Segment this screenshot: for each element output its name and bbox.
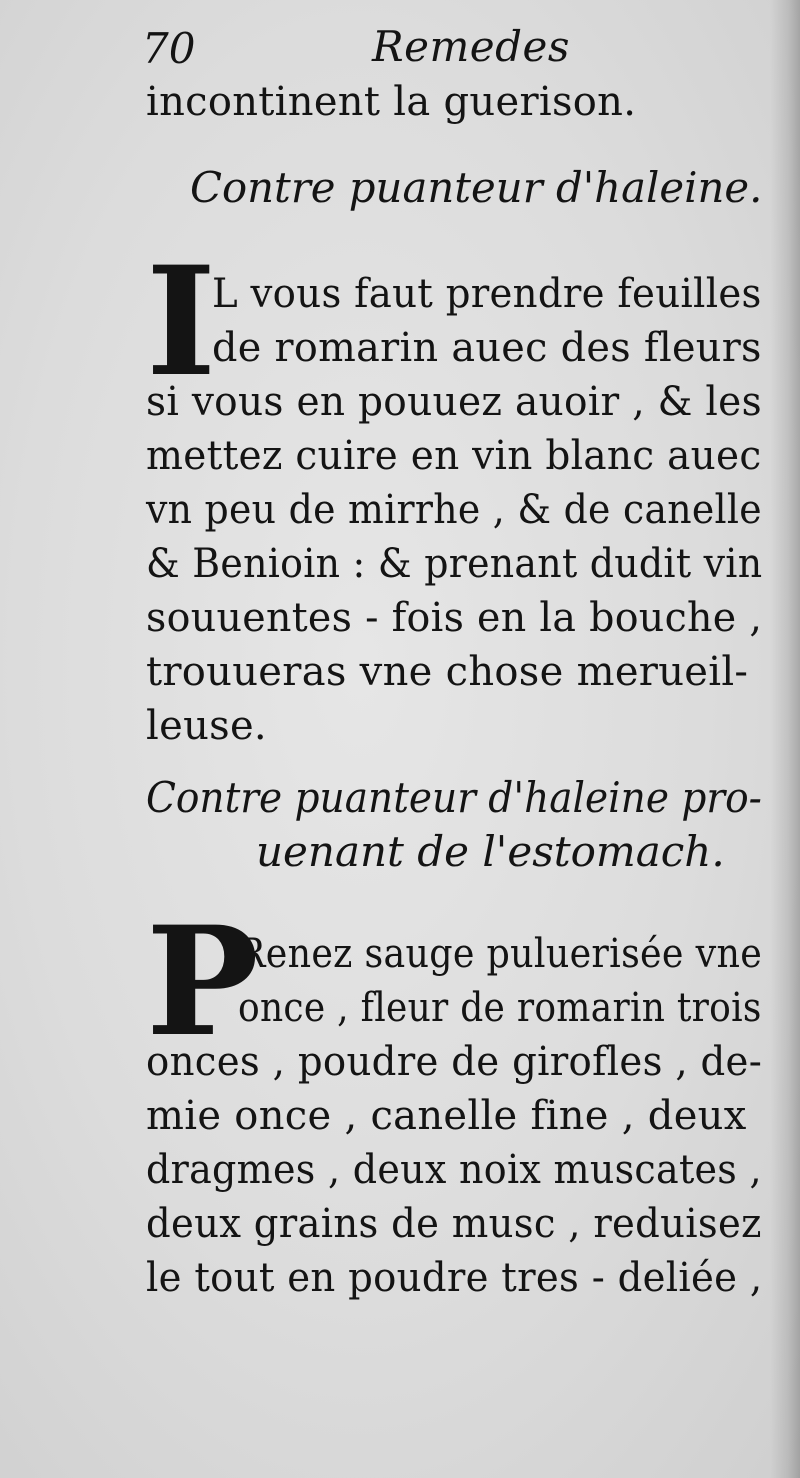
text-line: & Benioin : & prenant dudit vin [146,541,763,587]
page-number: 70 [142,24,196,73]
text-line: trouueras vne chose merueil- [146,649,749,695]
text-line: si vous en pouuez auoir , & les [146,379,762,425]
text-line: L vous faut prendre feuilles [212,271,762,317]
text-line: le tout en poudre tres - deliée , [146,1255,763,1301]
text-line: once , fleur de romarin trois [238,985,762,1031]
section-heading-breath: Contre puanteur d'haleine. [190,163,763,212]
section-heading-stomach-line1: Contre puanteur d'haleine pro- [146,773,762,822]
text-line: leuse. [146,703,267,749]
continued-line: incontinent la guerison. [146,79,637,125]
drop-cap-i: I [146,234,217,410]
text-line: mettez cuire en vin blanc auec [146,433,762,479]
text-line: deux grains de musc , reduisez [146,1201,762,1247]
section-heading-stomach-line2: uenant de l'estomach. [256,827,725,876]
text-line: souuentes - fois en la bouche , [146,595,763,641]
text-line: dragmes , deux noix muscates , [146,1147,762,1193]
text-line: vn peu de mirrhe , & de canelle [146,487,762,533]
running-head [140,18,760,78]
text-line: onces , poudre de girofles , de- [146,1039,763,1085]
drop-cap-p: P [146,894,259,1070]
page-edge-shadow [770,0,800,1478]
running-title: Remedes [372,22,570,71]
text-line: Renez sauge puluerisée vne [238,931,763,977]
text-line: mie once , canelle fine , deux [146,1093,747,1139]
text-line: de romarin auec des fleurs [212,325,762,371]
